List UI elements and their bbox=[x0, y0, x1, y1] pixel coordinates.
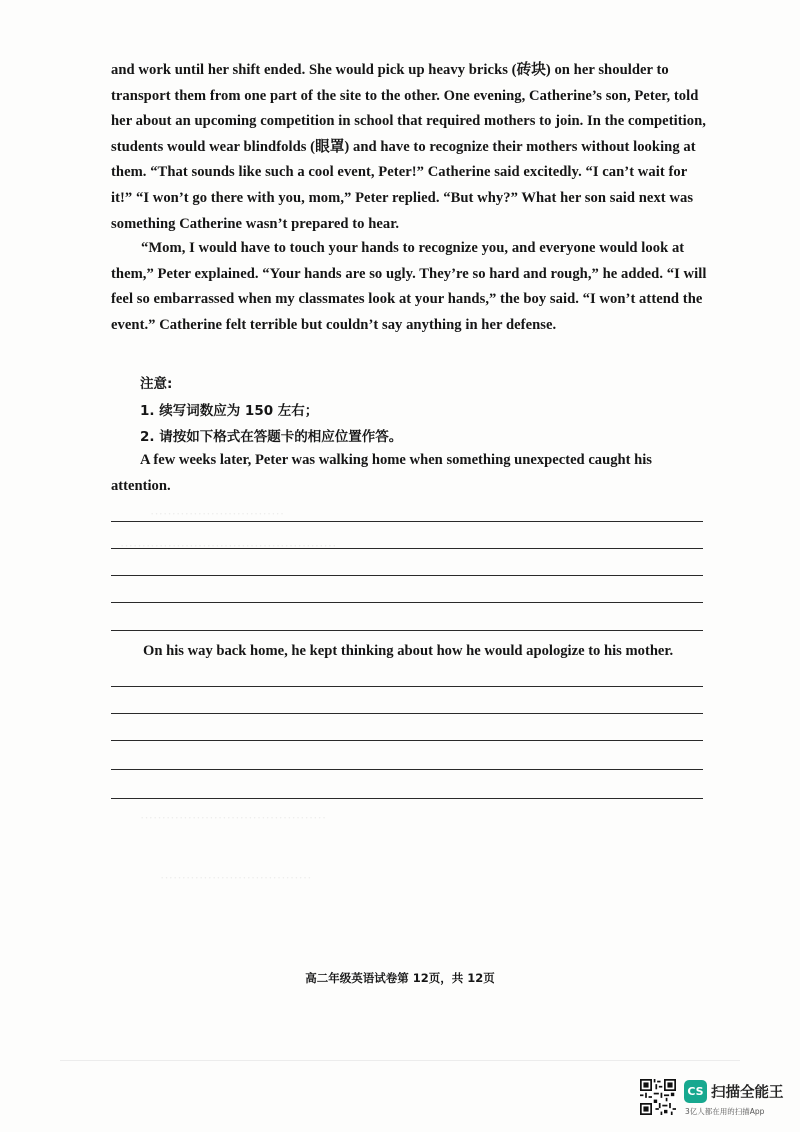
answer-line bbox=[111, 602, 703, 603]
bleed-through-text: ··········································· bbox=[140, 810, 327, 825]
qr-code-icon bbox=[640, 1079, 676, 1115]
notes-title: 注意: bbox=[140, 376, 173, 392]
continuation-prompt-2: On his way back home, he kept thinking about how he would apologize to his mother. bbox=[143, 643, 674, 659]
paragraph-line: them. “That sounds like such a cool event, Peter!” Catherine said excitedly. “I can’t wait for bbox=[111, 164, 688, 181]
story-paragraph-1 bbox=[111, 58, 706, 237]
answer-line bbox=[111, 548, 703, 549]
paragraph-line: event.” Catherine felt terrible but couldn’t say anything in her defense. bbox=[111, 316, 557, 333]
answer-line bbox=[111, 521, 703, 522]
answer-line bbox=[111, 686, 703, 687]
scan-divider bbox=[60, 1060, 740, 1061]
paragraph-line: something Catherine wasn’t prepared to hear. bbox=[111, 215, 400, 232]
bleed-through-text: ······························· bbox=[150, 506, 285, 521]
bleed-through-text: ··································· bbox=[160, 870, 312, 885]
answer-line bbox=[111, 713, 703, 714]
scanner-app-name: 扫描全能王 bbox=[711, 1085, 784, 1101]
bleed-through-text: ·················································· bbox=[120, 538, 337, 553]
answer-line bbox=[111, 740, 703, 741]
paragraph-line: and work until her shift ended. She would pick up heavy bricks (砖块) on her shoulder to bbox=[111, 62, 669, 78]
paragraph-line: “Mom, I would have to touch your hands to recognize you, and everyone would look at bbox=[141, 240, 685, 256]
story-paragraph-2 bbox=[111, 236, 707, 338]
note-item: 2. 请按如下格式在答题卡的相应位置作答。 bbox=[140, 429, 403, 445]
camscanner-logo-icon: CS bbox=[684, 1080, 707, 1103]
answer-line bbox=[111, 798, 703, 799]
paragraph-line: it!” “I won’t go there with you, mom,” Peter replied. “But why?” What her son said next was bbox=[111, 189, 694, 206]
note-item: 1. 续写词数应为 150 左右； bbox=[140, 403, 319, 419]
answer-line bbox=[111, 769, 703, 770]
paragraph-line: students would wear blindfolds (眼罩) and have to recognize their mothers without looking at bbox=[111, 138, 696, 155]
continuation-prompt-1: A few weeks later, Peter was walking home when something unexpected caught his bbox=[140, 452, 652, 468]
paragraph-line: her about an upcoming competition in school that required mothers to join. In the competition, bbox=[111, 113, 706, 130]
continuation-prompt-1-end: attention. bbox=[111, 478, 171, 494]
paragraph-line: them,” Peter explained. “Your hands are so ugly. They’re so hard and rough,” he added. “I will bbox=[111, 265, 707, 282]
paragraph-line: transport them from one part of the site to the other. One evening, Catherine’s son, Peter, told bbox=[111, 87, 699, 104]
answer-line bbox=[111, 575, 703, 576]
answer-line bbox=[111, 630, 703, 631]
paragraph-line: feel so embarrassed when my classmates look at your hands,” the boy said. “I won’t attend the bbox=[111, 291, 703, 308]
scanner-app-tagline: 3亿人都在用的扫描App bbox=[685, 1107, 765, 1116]
page-footer: 高二年级英语试卷第 12页，共 12页 bbox=[305, 971, 495, 985]
